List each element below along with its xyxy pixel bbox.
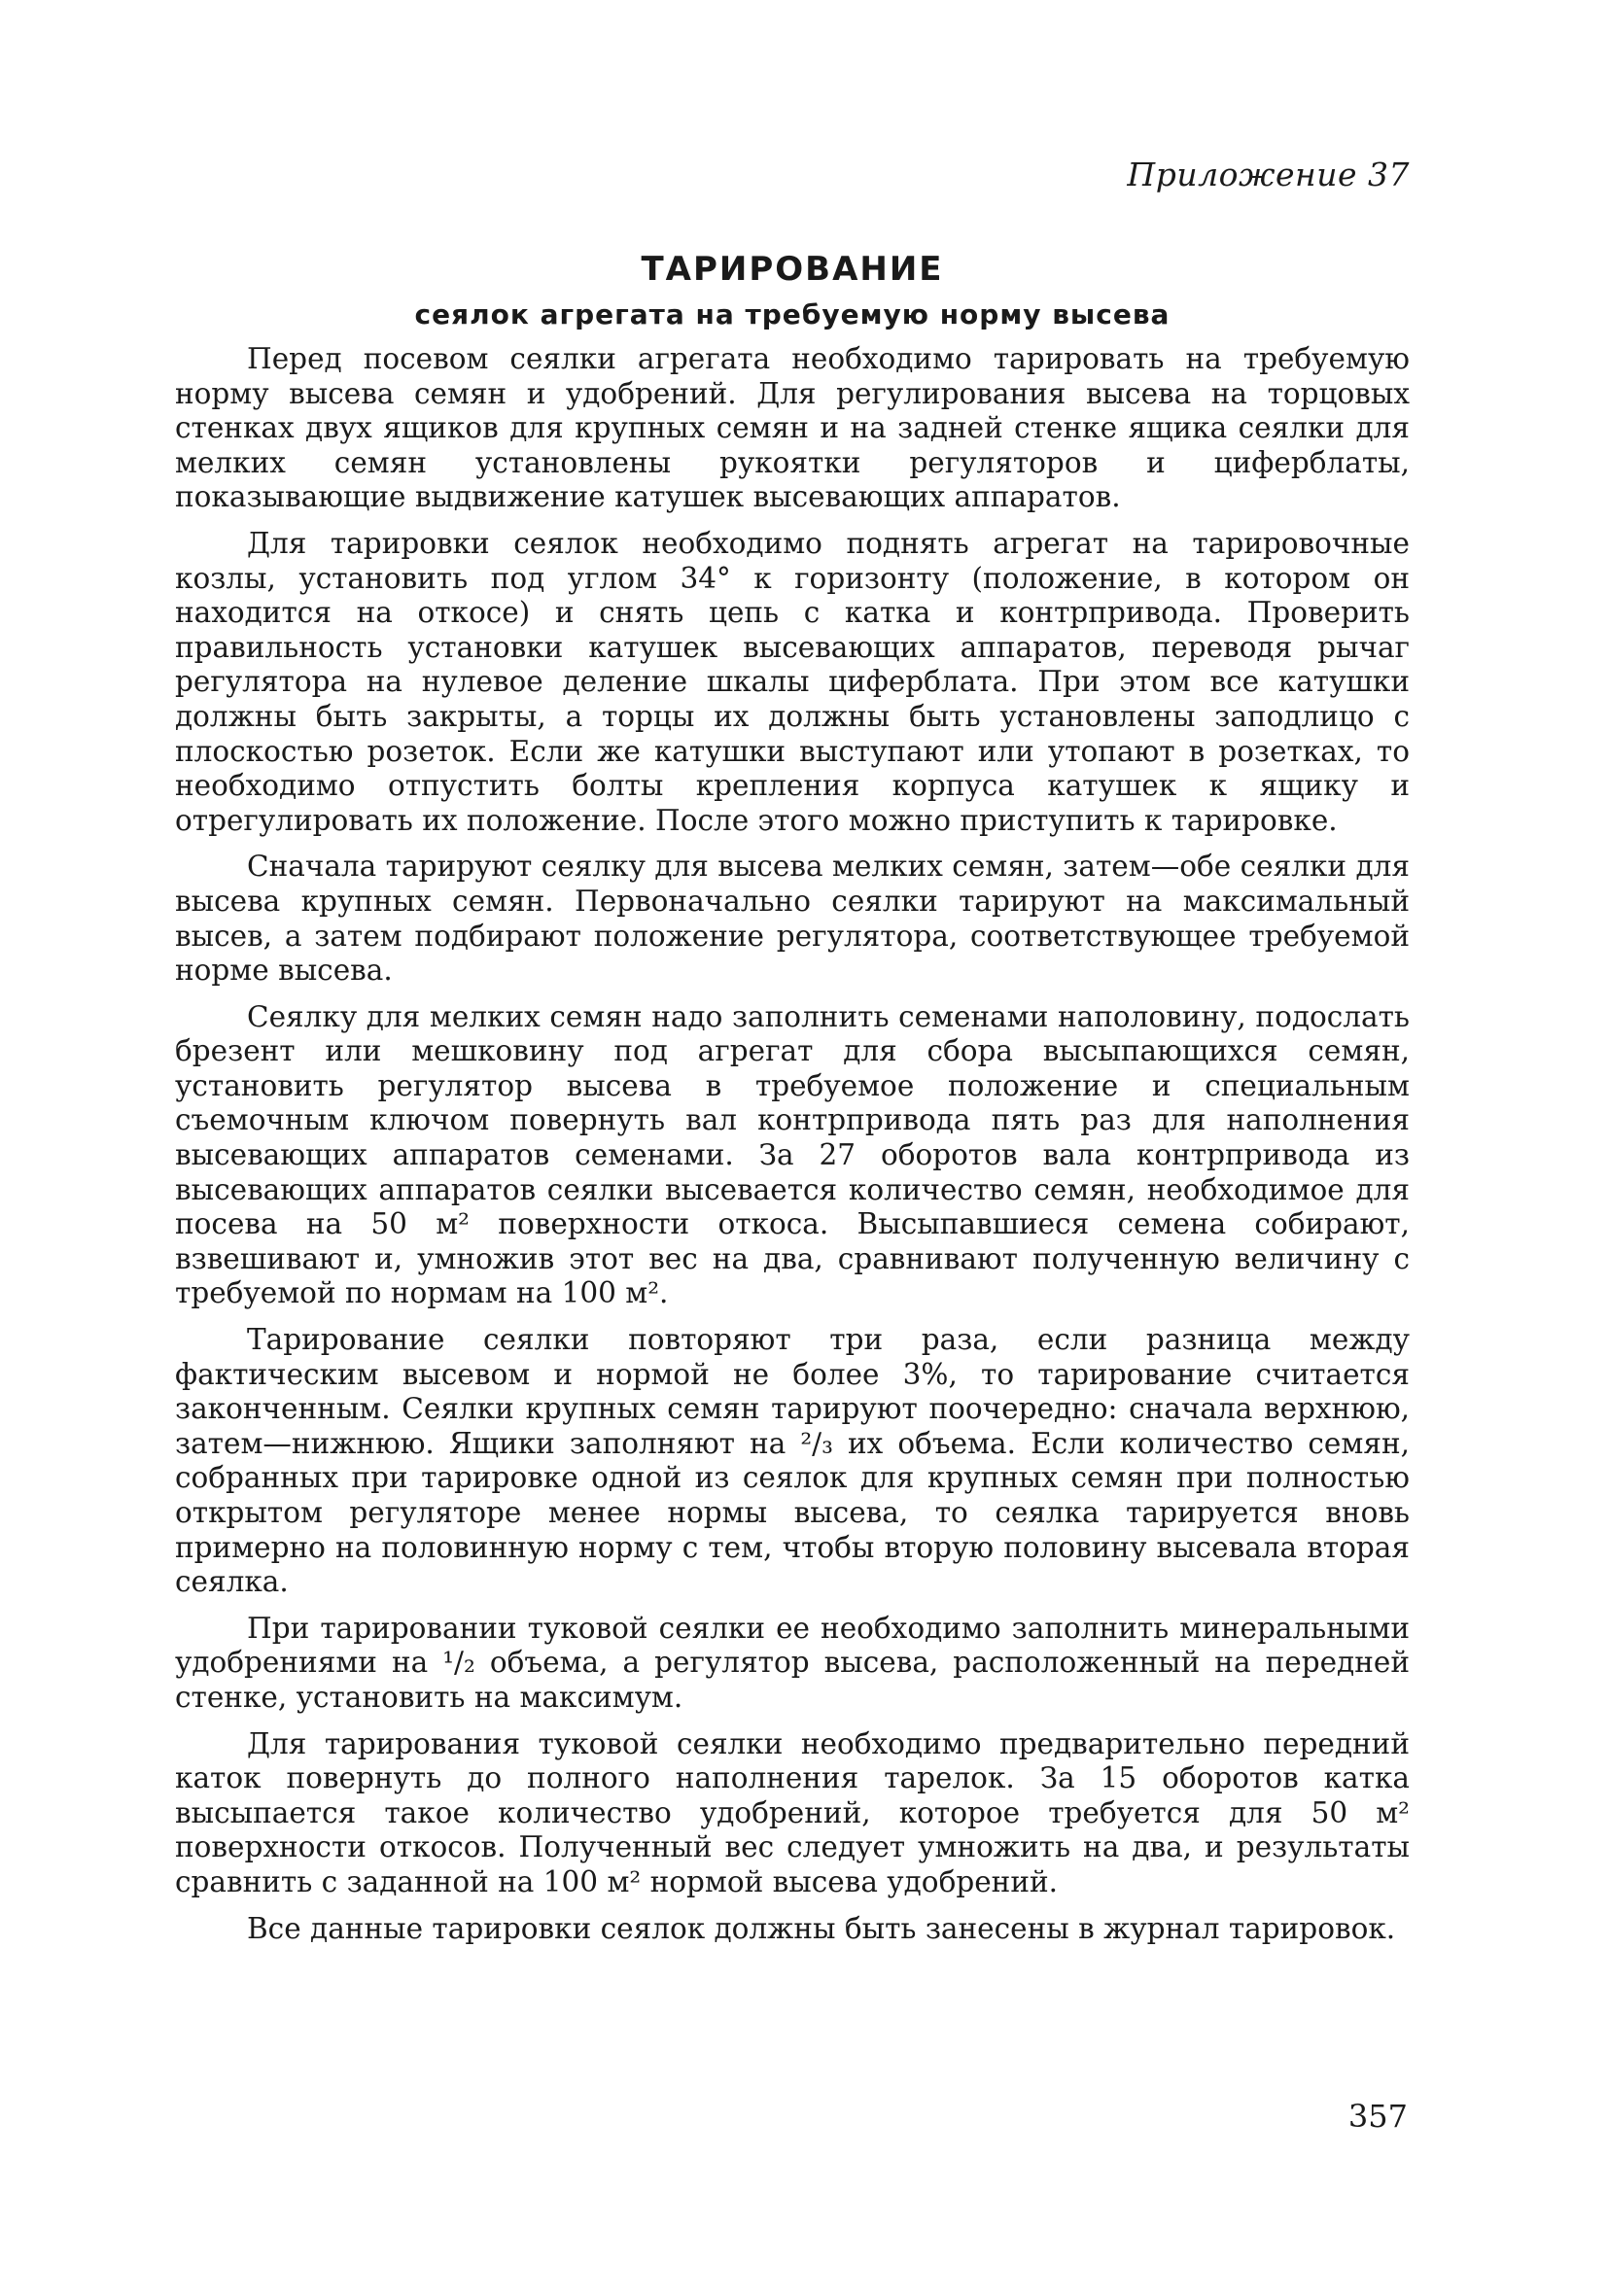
paragraph: Перед посевом сеялки агрегата необходимо тарировать на требуемую норму высева семян и удобрений. Для регулирования высева на торцовых стенках двух ящиков для крупных семян и на задней стенке ящика сеялки для мелких семян установлены рукоятки регуляторов и циферблаты, показывающие выдвижение катушек высевающих аппаратов. xyxy=(175,342,1410,514)
document-page xyxy=(175,156,1410,1958)
page-number: 357 xyxy=(1347,2098,1408,2135)
document-body xyxy=(175,342,1410,1946)
document-subtitle: сеялок агрегата на требуемую норму высева xyxy=(414,298,1171,330)
paragraph: Для тарирования туковой сеялки необходимо предварительно передний каток повернуть до полного наполнения тарелок. За 15 оборотов катка высыпается такое количество удобрений, которое требуется для 50 м² поверхности откосов. Полученный вес следует умножить на два, и результаты сравнить с заданной на 100 м² нормой высева удобрений. xyxy=(175,1726,1410,1898)
appendix-label: Приложение 37 xyxy=(1127,156,1410,193)
document-title: ТАРИРОВАНИЕ xyxy=(641,250,944,289)
paragraph: Тарирование сеялки повторяют три раза, если разница между фактическим высевом и нормой не более 3%, то тарирование считается законченным. Сеялки крупных семян тарируют поочередно: сначала верхнюю, затем—нижнюю. Ящики заполняют на ²/₃ их объема. Если количество семян, собранных при тарировке одной из сеялок для крупных семян при полностью открытом регуляторе менее нормы высева, то сеялка тарируется вновь примерно на половинную норму с тем, чтобы вторую половину высевала вторая сеялка. xyxy=(175,1323,1410,1599)
paragraph: Сеялку для мелких семян надо заполнить семенами наполовину, подослать брезент или мешковину под агрегат для сбора высыпающихся семян, установить регулятор высева в требуемое положение и специальным съемочным ключом повернуть вал контрпривода пять раз для наполнения высевающих аппаратов семенами. За 27 оборотов вала контрпривода из высевающих аппаратов сеялки высевается количество семян, необходимое для посева на 50 м² поверхности откоса. Высыпавшиеся семена собирают, взвешивают и, умножив этот вес на два, сравнивают полученную величину с требуемой по нормам на 100 м². xyxy=(175,999,1410,1310)
paragraph: Для тарировки сеялок необходимо поднять агрегат на тарировочные козлы, установить под углом 34° к горизонту (положение, в котором он находится на откосе) и снять цепь с катка и контрпривода. Проверить правильность установки катушек высевающих аппаратов, переводя рычаг регулятора на нулевое деление шкалы циферблата. При этом все катушки должны быть закрыты, а торцы их должны быть установлены заподлицо с плоскостью розеток. Если же катушки выступают или утопают в розетках, то необходимо отпустить болты крепления корпуса катушек к ящику и отрегулировать их положение. После этого можно приступить к тарировке. xyxy=(175,526,1410,837)
paragraph: Все данные тарировки сеялок должны быть занесены в журнал тарировок. xyxy=(247,1911,1396,1945)
paragraph: Сначала тарируют сеялку для высева мелких семян, затем—обе сеялки для высева крупных семян. Первоначально сеялки тарируют на максимальный высев, а затем подбирают положение регулятора, соответствующее требуемой норме высева. xyxy=(175,850,1410,988)
paragraph: При тарировании туковой сеялки ее необходимо заполнить минеральными удобрениями на ¹/₂ объема, а регулятор высева, расположенный на передней стенке, установить на максимум. xyxy=(175,1611,1410,1714)
